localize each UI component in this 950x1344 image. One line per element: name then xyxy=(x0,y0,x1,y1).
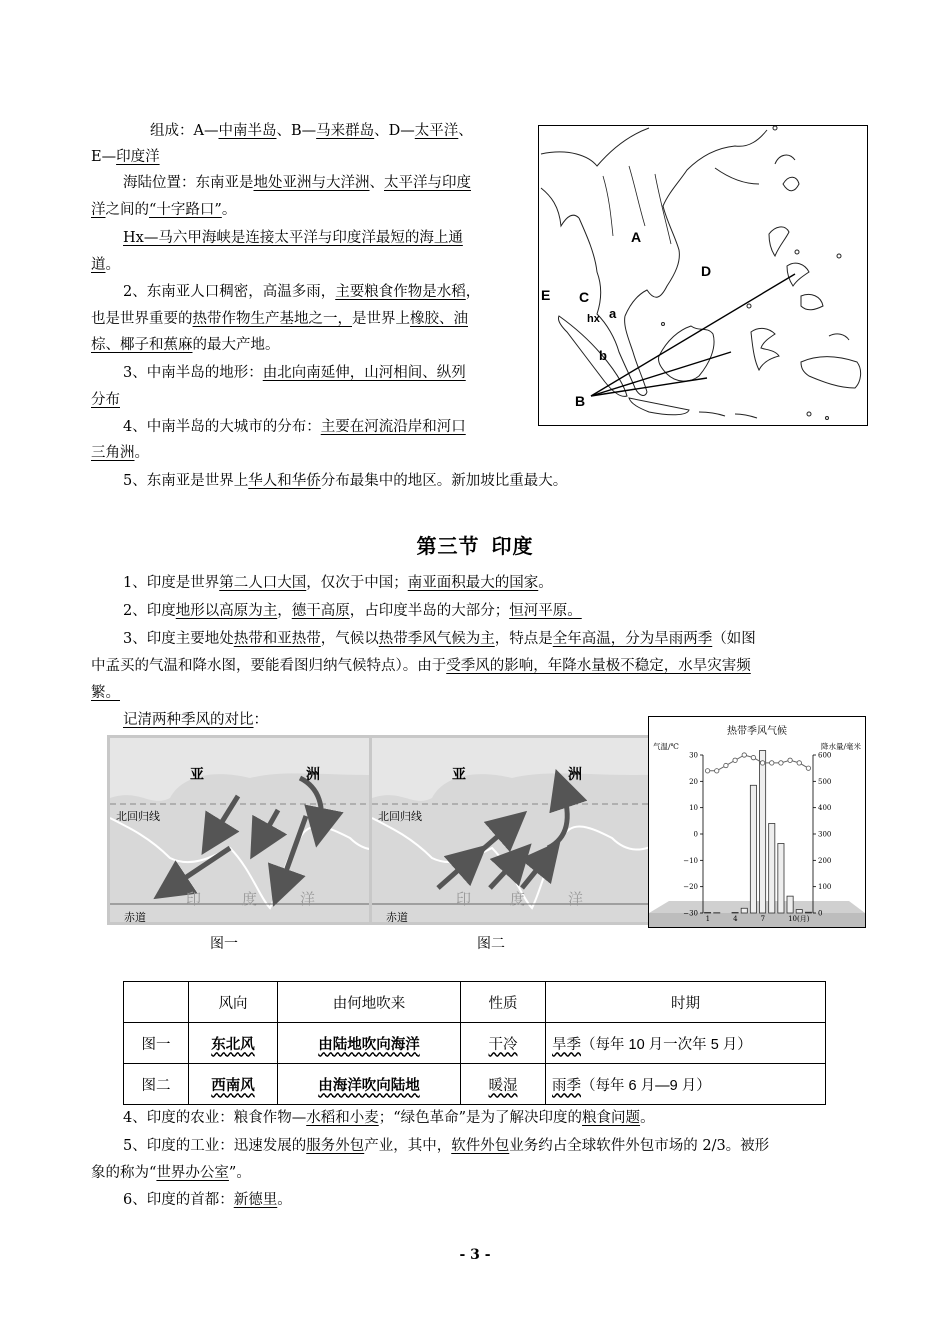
map-label-A: A xyxy=(631,229,642,245)
map2-equator: 赤道 xyxy=(386,911,408,924)
map1-ocean-3: 洋 xyxy=(300,890,316,908)
map2-asia: 亚 xyxy=(452,767,466,783)
india-line-6: 记清两种季风的对比： xyxy=(123,712,268,728)
chart-x-tick-label: 1 xyxy=(705,915,711,923)
map1-zhou: 洲 xyxy=(306,767,320,783)
precipitation-bar xyxy=(769,823,775,913)
monsoon-map-1 xyxy=(107,735,407,925)
map2-caption: 图二 xyxy=(477,936,505,952)
chart-left-tick-label: −10 xyxy=(683,856,698,865)
map2-ocean-1: 印 xyxy=(456,890,472,908)
temperature-point xyxy=(797,761,801,765)
map-label-E: E xyxy=(541,287,551,303)
agriculture-line: 4、印度的农业：粮食作物—水稻和小麦；“绿色革命”是为了解决印度的粮食问题。 xyxy=(123,1110,655,1126)
precipitation-bar xyxy=(778,843,784,913)
map1-equator: 赤道 xyxy=(124,911,146,924)
section-title: 印度 xyxy=(491,534,534,558)
map2-ocean-2: 度 xyxy=(510,890,526,908)
chart-right-tick-label: 500 xyxy=(818,777,832,786)
temperature-point xyxy=(705,769,709,773)
industry-line-2: 象的称为“世界办公室”。 xyxy=(91,1165,251,1181)
map-label-D: D xyxy=(701,263,712,279)
map1-tropic: 北回归线 xyxy=(116,810,160,823)
southeast-asia-map-drawing xyxy=(539,126,867,425)
strait-line: Hx—马六甲海峡是连接太平洋与印度洋最短的海上通 xyxy=(123,230,463,246)
table-header-cell: 风向 xyxy=(189,982,278,1023)
table-header-cell: 性质 xyxy=(461,982,546,1023)
chart-right-tick-label: 300 xyxy=(818,830,832,839)
capital-line: 6、印度的首都：新德里。 xyxy=(123,1192,292,1208)
strait-line-2: 道。 xyxy=(91,257,120,273)
population-line-3: 棕、椰子和蕉麻的最大产地。 xyxy=(91,337,280,353)
chart-right-tick-label: 100 xyxy=(818,883,832,892)
row-name: 图二 xyxy=(124,1064,189,1105)
composition-line: 组成：A—中南半岛、B—马来群岛、D—太平洋、 xyxy=(150,123,473,139)
population-line-2: 也是世界重要的热带作物生产基地之一，是世界上橡胶、油 xyxy=(91,311,468,327)
temperature-point xyxy=(788,758,792,762)
chart-left-tick-label: −30 xyxy=(683,909,698,918)
map2-tropic: 北回归线 xyxy=(378,810,422,823)
page-number: - 3 - xyxy=(459,1247,491,1263)
row-nature: 干冷 xyxy=(488,1036,518,1053)
table-header-row xyxy=(124,982,826,1023)
chart-right-tick-label: 200 xyxy=(818,856,832,865)
map2-ocean-3: 洋 xyxy=(568,890,584,908)
chart-x-tick-label: 7 xyxy=(760,915,766,923)
map2-zhou: 洲 xyxy=(568,767,582,783)
chinese-line: 5、东南亚是世界上华人和华侨分布最集中的地区。新加坡比重最大。 xyxy=(123,473,568,489)
chart-title: 热带季风气候 xyxy=(727,726,787,737)
chart-right-tick-label: 600 xyxy=(818,751,832,760)
map1-ocean-2: 度 xyxy=(242,890,258,908)
precipitation-bar xyxy=(705,912,711,913)
temperature-point xyxy=(715,769,719,773)
temperature-point xyxy=(806,766,810,770)
precipitation-bar xyxy=(760,751,766,913)
chart-left-tick-label: 0 xyxy=(693,830,698,839)
temperature-point xyxy=(779,761,783,765)
climate-chart-frame xyxy=(648,716,866,928)
southeast-asia-map xyxy=(538,125,868,426)
chart-left-tick-label: 30 xyxy=(689,751,698,760)
population-line: 2、东南亚人口稠密，高温多雨，主要粮食作物是水稻， xyxy=(123,284,481,300)
climate-chart xyxy=(649,717,865,927)
temperature-point xyxy=(724,763,728,767)
chart-left-tick-label: 20 xyxy=(689,777,698,786)
map1-ocean-1: 印 xyxy=(186,890,202,908)
temperature-line xyxy=(708,755,809,771)
row-period: （每年 6 月—9 月） xyxy=(581,1077,711,1094)
india-line-3: 3、印度主要地处热带和亚热带，气候以热带季风气候为主，特点是全年高温，分为旱雨两季（如图 xyxy=(123,631,756,647)
precipitation-bar xyxy=(796,910,802,913)
row-direction: 西南风 xyxy=(211,1076,255,1094)
india-line-5: 繁。 xyxy=(91,685,120,701)
temperature-point xyxy=(770,761,774,765)
row-period-label: 旱季 xyxy=(552,1036,581,1053)
cities-line: 4、中南半岛的大城市的分布：主要在河流沿岸和河口 xyxy=(123,419,466,435)
temperature-point xyxy=(733,758,737,762)
industry-line: 5、印度的工业：迅速发展的服务外包产业，其中，软件外包业务约占全球软件外包市场的 2/3。被形 xyxy=(123,1138,770,1154)
terrain-line-2: 分布 xyxy=(91,392,120,408)
cities-line-2: 三角洲。 xyxy=(91,445,149,461)
temperature-point xyxy=(760,761,764,765)
temperature-point xyxy=(742,753,746,757)
map1-asia: 亚 xyxy=(190,767,206,783)
table-header-cell xyxy=(124,982,189,1023)
chart-x-tick-label: 4 xyxy=(733,915,738,923)
precipitation-bar xyxy=(805,912,811,913)
row-direction: 东北风 xyxy=(211,1035,255,1053)
temperature-point xyxy=(751,755,755,759)
precipitation-bar xyxy=(741,908,747,913)
section-prefix: 第三节 xyxy=(416,534,480,558)
table-row xyxy=(124,1064,826,1105)
chart-right-tick-label: 0 xyxy=(818,909,823,918)
table-header-cell: 时期 xyxy=(546,982,826,1023)
table-row xyxy=(124,1023,826,1064)
chart-x-tick-label: 10(月) xyxy=(788,915,810,923)
chart-left-tick-label: 10 xyxy=(689,804,698,813)
map-label-hx: hx xyxy=(587,313,600,325)
chart-right-tick-label: 400 xyxy=(818,804,832,813)
precipitation-bar xyxy=(787,896,793,913)
row-name: 图一 xyxy=(124,1023,189,1064)
row-period: （每年 10 月一次年 5 月） xyxy=(581,1036,752,1053)
chart-ylabel-right: 降水量/毫米 xyxy=(820,742,861,751)
map-label-b: b xyxy=(599,348,607,363)
india-line-4: 中孟买的气温和降水图，要能看图归纳气候特点）。由于受季风的影响，年降水量极不稳定，水旱灾害频 xyxy=(91,658,751,674)
precipitation-bar xyxy=(732,912,738,913)
location-line: 海陆位置：东南亚是地处亚洲与大洋洲、太平洋与印度 xyxy=(123,175,471,191)
terrain-line: 3、中南半岛的地形：由北向南延伸，山河相间、纵列 xyxy=(123,365,466,381)
chart-ylabel-left: 气温/℃ xyxy=(653,742,679,751)
row-from: 由陆地吹向海洋 xyxy=(318,1035,420,1053)
india-line-2: 2、印度地形以高原为主，德干高原，占印度半岛的大部分；恒河平原。 xyxy=(123,603,582,619)
composition-line-2: E—印度洋 xyxy=(91,149,160,165)
map-label-C: C xyxy=(579,289,590,305)
monsoon-map-2 xyxy=(369,735,671,925)
monsoon-table xyxy=(123,981,826,1105)
chart-left-tick-label: −20 xyxy=(683,883,698,892)
map1-caption: 图一 xyxy=(210,936,238,952)
section-heading xyxy=(0,530,950,559)
row-from: 由海洋吹向陆地 xyxy=(318,1076,420,1094)
india-line-1: 1、印度是世界第二人口大国，仅次于中国；南亚面积最大的国家。 xyxy=(123,575,553,591)
map-label-a: a xyxy=(609,306,617,321)
map-label-B: B xyxy=(575,393,586,409)
location-line-2: 洋之间的“十字路口”。 xyxy=(91,202,237,218)
row-nature: 暖湿 xyxy=(488,1077,518,1094)
precipitation-bar xyxy=(750,785,756,913)
row-period-label: 雨季 xyxy=(552,1077,581,1094)
table-header-cell: 由何地吹来 xyxy=(278,982,461,1023)
